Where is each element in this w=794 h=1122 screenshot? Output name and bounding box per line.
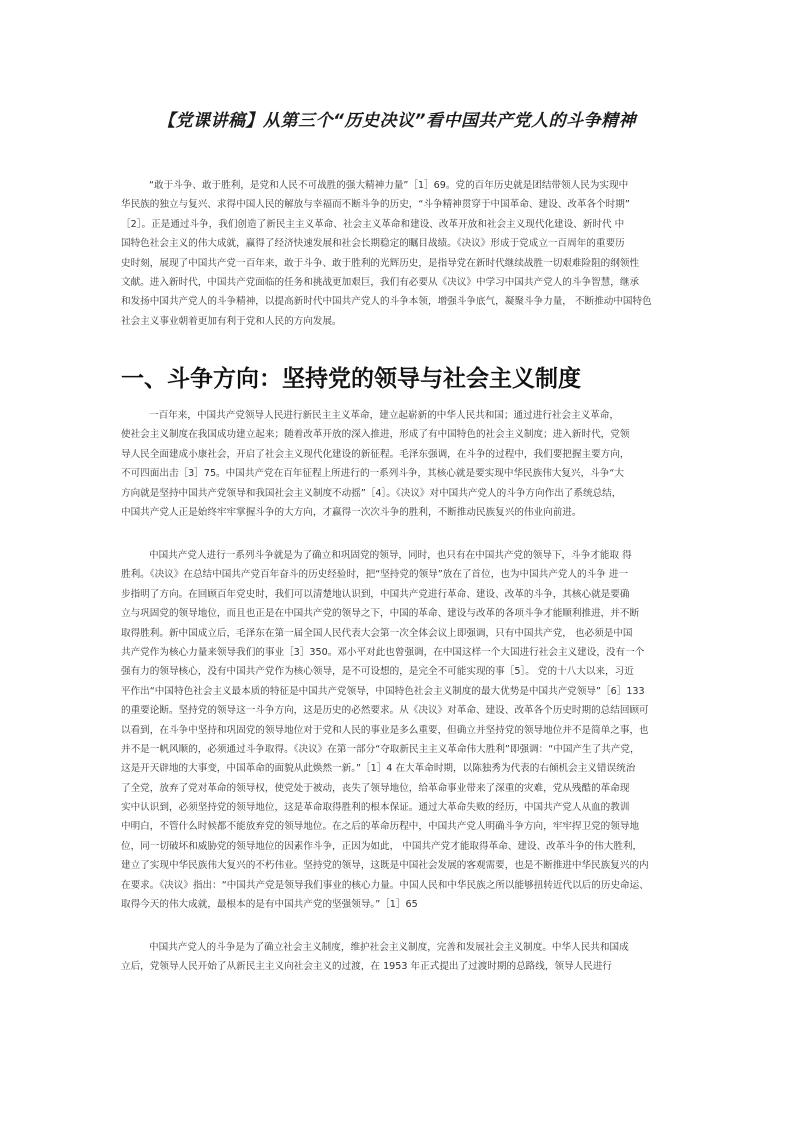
document-title: 【党课讲稿】从第三个“历史决议”看中国共产党人的斗争精神 — [158, 111, 636, 131]
text-line: 立与巩固党的领导地位，而且也正是在中国共产党的领导之下，中国的革命、建设与改革的各项斗争才能顺利推进，并不断 — [121, 608, 640, 620]
text-line: 胜利。《决议》在总结中国共产党百年奋斗的历史经验时，把“坚持党的领导”放在了首位，也为中国共产党人的斗争 进一 — [121, 569, 629, 581]
text-line: 立后，党领导人民开始了从新民主主义向社会主义的过渡，在 1953 年正式提出了过渡时期的总路线，领导人民进行 — [121, 961, 613, 973]
text-line: 强有力的领导核心，没有中国共产党作为核心领导，是不可设想的，是完全不可能实现的事［5］。 党的十八大以来，习近 — [121, 666, 634, 678]
text-line: 导人民全面建成小康社会，开启了社会主义现代化建设的新征程。毛泽东强调，在斗争的过程中，我们要把握主要方向， — [121, 448, 630, 460]
text-line: 的重要论断。坚持党的领导这一斗争方向，这是历史的必然要求。从《决议》对革命、建设、改革各个历史时期的总结回顾可 — [121, 705, 649, 717]
text-line: 共产党作为核心力量来领导我们的事业［3］350。邓小平对此也曾强调，在中国这样一个大国进行社会主义建设，没有一个 — [121, 646, 645, 658]
text-line: 中国共产党人正是始终牢牢掌握斗争的大方向，才赢得一次次斗争的胜利，不断推动民族复兴的伟业向前进。 — [121, 506, 582, 518]
text-line: 社会主义事业朝着更加有利于党和人民的方向发展。 — [121, 315, 342, 327]
section-heading: 一、斗争方向：坚持党的领导与社会主义制度 — [121, 365, 581, 392]
text-line: ［2］。正是通过斗争，我们创造了新民主主义革命、社会主义革命和建设、改革开放和社会主义现代化建设、新时代 中 — [121, 218, 625, 230]
text-line: 一百年来，中国共产党领导人民进行新民主主义革命，建立起崭新的中华人民共和国；通过进行社会主义革命， — [149, 410, 620, 421]
text-line: 中明白，不管什么时候都不能放弃党的领导地位。在之后的革命历程中，中国共产党人明确斗争方向，牢牢捍卫党的领导地 — [121, 821, 640, 833]
text-line: 这是开天辟地的大事变，中国革命的面貌从此焕然一新。”［1］4 在大革命时期，以陈独秀为代表的右倾机会主义错误统治 — [121, 763, 636, 775]
text-line: 建立了实现中华民族伟大复兴的不朽伟业。坚持党的领导，这既是中国社会发展的客观需要，也是不断推进中华民族复兴的内 — [121, 860, 649, 872]
text-line: 华民族的独立与复兴、求得中国人民的解放与幸福而不断斗争的历史，“斗争精神贯穿于中国革命、建设、改革各个时期” — [121, 199, 630, 211]
text-line: 取得今天的伟大成就，最根本的是有中国共产党的坚强领导。”［1］65 — [121, 899, 418, 911]
text-line: 并不是一帆风顺的，必须通过斗争取得。《决议》在第一部分“夺取新民主主义革命伟大胜利”即强调：“中国产生了共产党， — [121, 743, 640, 755]
intro-paragraph — [121, 176, 683, 331]
text-line: 文献。进入新时代，中国共产党面临的任务和挑战更加艰巨，我们有必要从《决议》中学习中国共产党人的斗争智慧，继承 — [121, 276, 640, 288]
text-line: 步指明了方向。在回顾百年党史时，我们可以清楚地认识到，中国共产党进行革命、建设、改革的斗争，其核心就是要确 — [121, 588, 630, 600]
text-line: 以看到，在斗争中坚持和巩固党的领导地位对于党和人民的事业是多么重要，但确立并坚持党的领导地位并不是简单之事，也 — [121, 724, 649, 736]
text-line: 和发扬中国共产党人的斗争精神，以提高新时代中国共产党人的斗争本领，增强斗争底气，凝聚斗争力量， 不断推动中国特色 — [121, 296, 652, 308]
text-line: 方向就是坚持中国共产党领导和我国社会主义制度不动摇”［4］。《决议》对中国共产党人的斗争方向作出了系统总结， — [121, 487, 622, 499]
text-line: 实中认识到，必须坚持党的领导地位，这是革命取得胜利的根本保证。通过大革命失败的经历，中国共产党人从血的教训 — [121, 802, 630, 814]
text-line: 取得胜利。新中国成立后，毛泽东在第一届全国人民代表大会第一次全体会议上即强调，只有中国共产党， 也必须是中国 — [121, 627, 633, 639]
body-paragraph-3 — [121, 938, 683, 977]
text-line: 平作出“中国特色社会主义最本质的特征是中国共产党领导，中国特色社会主义制度的最大优势是中国共产党领导”［6］133 — [121, 685, 645, 697]
text-line: 中国共产党人的斗争是为了确立社会主义制度，维护社会主义制度，完善和发展社会主义制度。中华人民共和国成 — [149, 942, 629, 953]
text-line: 在要求。《决议》指出：“中国共产党是领导我们事业的核心力量。中国人民和中华民族之所以能够扭转近代以后的历史命运、 — [121, 879, 649, 891]
body-paragraph-1 — [121, 406, 683, 522]
text-line: 位，同一切破坏和威胁党的领导地位的因素作斗争，正因为如此， 中国共产党才能取得革命、建设、改革斗争的伟大胜利， — [121, 840, 643, 852]
text-line: 使社会主义制度在我国成功建立起来；随着改革开放的深入推进，形成了有中国特色的社会主义制度；进入新时代，党领 — [121, 429, 630, 441]
text-line: 史时刻，展现了中国共产党一百年来，敢于斗争、敢于胜利的光辉历史，是指导党在新时代继续战胜一切艰难险阻的纲领性 — [121, 257, 640, 269]
text-line: 国特色社会主义的伟大成就，赢得了经济快速发展和社会长期稳定的瞩目战绩。《决议》形成于党成立一百周年的重要历 — [121, 238, 625, 250]
text-line: “敢于斗争、敢于胜利，是党和人民不可战胜的强大精神力量”［1］69。党的百年历史就是团结带领人民为实现中 — [149, 180, 629, 191]
text-line: 不可四面出击［3］75。中国共产党在百年征程上所进行的一系列斗争，其核心就是要实现中华民族伟大复兴，斗争“大 — [121, 468, 624, 480]
body-paragraph-2 — [121, 546, 683, 914]
text-line: 了全党，放弃了党对革命的领导权，使党处于被动，丧失了领导地位，给革命事业带来了深重的灾难，党从残酷的革命现 — [121, 782, 630, 794]
text-line: 中国共产党人进行一系列斗争就是为了确立和巩固党的领导，同时，也只有在中国共产党的领导下，斗争才能取 得 — [149, 550, 632, 561]
